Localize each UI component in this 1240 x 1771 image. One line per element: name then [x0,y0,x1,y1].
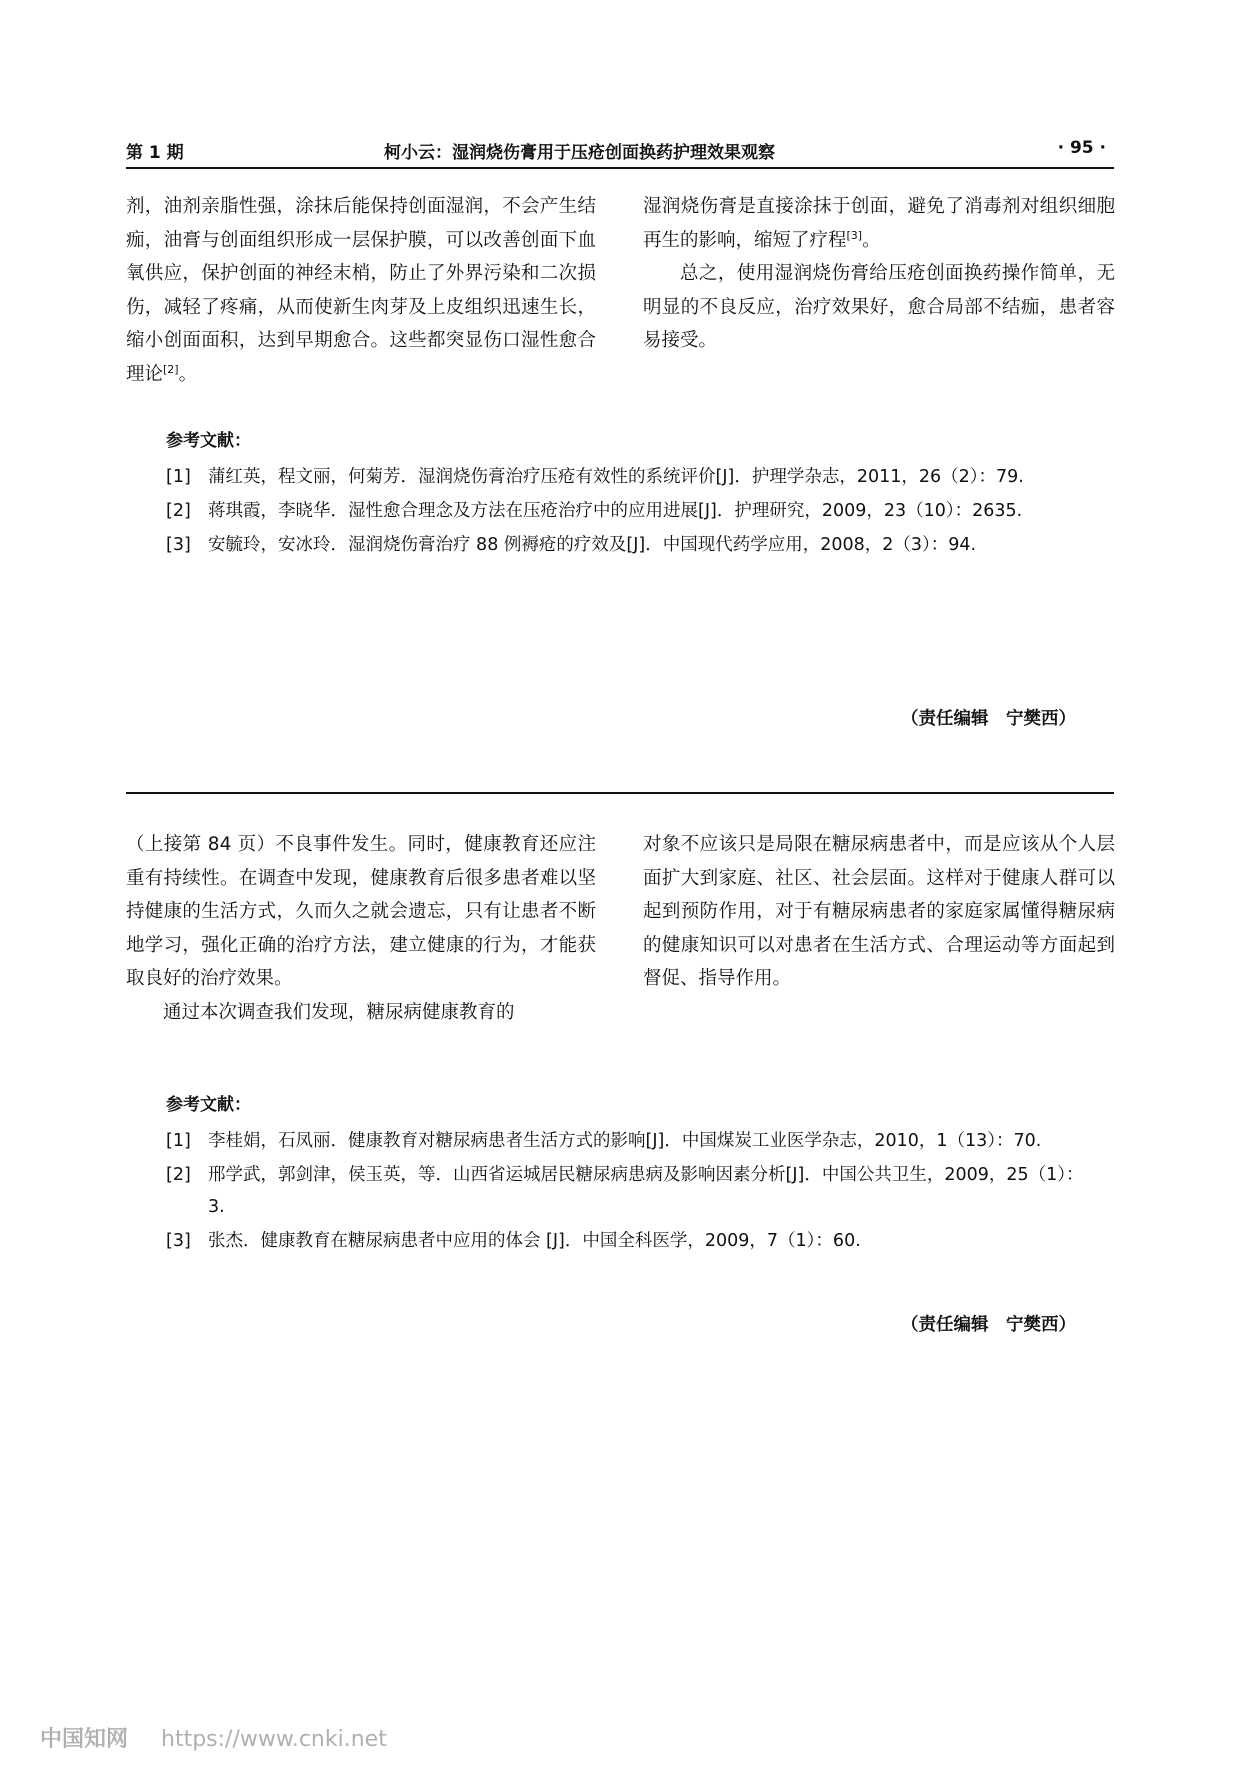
paragraph-end: 。 [862,229,881,251]
reference-item [126,495,1086,527]
paragraph-end: 。 [178,363,198,385]
reference-text: 蒋琪霞，李晓华．湿性愈合理念及方法在压疮治疗中的应用进展[J]．护理研究，2009，23（10）：2635. [208,501,1023,521]
reference-number: [1] [166,1131,191,1151]
reference-number: [3] [166,1231,191,1251]
responsible-editor: （责任编辑 宁樊西） [901,709,1076,729]
running-title: 柯小云：湿润烧伤膏用于压疮创面换药护理效果观察 [384,143,775,163]
responsible-editor: （责任编辑 宁樊西） [901,1315,1076,1335]
citation-marker: [2] [163,362,179,376]
references-heading: 参考文献： [166,1095,251,1115]
article1-right-column [643,190,1115,358]
reference-item [126,1125,1086,1157]
reference-number: [2] [166,1165,191,1185]
cnki-watermark [40,1722,387,1753]
references-heading: 参考文献： [166,431,251,451]
article1-left-column [126,190,596,391]
citation-marker: [3] [846,228,863,242]
paragraph-text: 剂，油剂亲脂性强，涂抹后能保持创面湿润，不会产生结痂，油膏与创面组织形成一层保护膜，可以改善创面下血氧供应，保护创面的神经末梢，防止了外界污染和二次损伤，减轻了疼痛，从而使新生肉芽及上皮组织迅速生长，缩小创面面积，达到早期愈合。这些都突显伤口湿性愈合理论 [126,196,596,385]
reference-text: 李桂娟，石凤丽．健康教育对糖尿病患者生活方式的影响[J]．中国煤炭工业医学杂志，2010，1（13）：70. [208,1131,1042,1151]
reference-text: 张杰．健康教育在糖尿病患者中应用的体会 [J]．中国全科医学，2009，7（1）：60. [208,1231,861,1251]
page-header [126,136,1114,164]
reference-item [126,1225,1086,1257]
article2-paragraph: （上接第 84 页）不良事件发生。同时，健康教育还应注重有持续性。在调查中发现，健康教育后很多患者难以坚持健康的生活方式，久而久之就会遗忘，只有让患者不断地学习，强化正确的治疗方法，建立健康的行为，才能获取良好的治疗效果。 [126,834,596,989]
reference-item [126,529,1086,561]
article1-paragraph [643,190,1115,257]
reference-text: 蒲红英，程文丽，何菊芳．湿润烧伤膏治疗压疮有效性的系统评价[J]．护理学杂志，2011，26（2）：79. [208,467,1024,487]
references-section-1 [126,426,1086,563]
reference-number: [1] [166,467,191,487]
reference-item [126,1159,1086,1223]
article1-paragraph [126,190,596,391]
article2-left-column [126,828,596,1029]
header-rule [126,167,1114,169]
issue-label: 第 1 期 [126,143,184,163]
reference-number: [2] [166,501,191,521]
article-divider [126,792,1114,794]
watermark-brand: 中国知网 [40,1727,129,1752]
article2-right-column [643,828,1115,996]
paragraph-text: 湿润烧伤膏是直接涂抹于创面，避免了消毒剂对组织细胞再生的影响，缩短了疗程 [643,196,1115,251]
watermark-url: https://www.cnki.net [161,1727,387,1752]
article1-conclusion-paragraph: 总之，使用湿润烧伤膏给压疮创面换药操作简单，无明显的不良反应，治疗效果好，愈合局部不结痂，患者容易接受。 [643,263,1115,351]
article2-paragraph: 对象不应该只是局限在糖尿病患者中，而是应该从个人层面扩大到家庭、社区、社会层面。这样对于健康人群可以起到预防作用，对于有糖尿病患者的家庭家属懂得糖尿病的健康知识可以对患者在生活方式、合理运动等方面起到督促、指导作用。 [643,834,1115,989]
page-number: · 95 · [1057,138,1106,158]
reference-text: 安毓玲，安冰玲．湿润烧伤膏治疗 88 例褥疮的疗效及[J]．中国现代药学应用，2008，2（3）：94. [208,535,977,555]
reference-number: [3] [166,535,191,555]
article2-paragraph: 通过本次调查我们发现，糖尿病健康教育的 [163,1001,515,1023]
references-section-2 [126,1090,1086,1259]
reference-item [126,461,1086,493]
reference-text: 邢学武，郭剑津，侯玉英，等．山西省运城居民糖尿病患病及影响因素分析[J]．中国公共卫生，2009，25（1）：3. [208,1165,1084,1217]
